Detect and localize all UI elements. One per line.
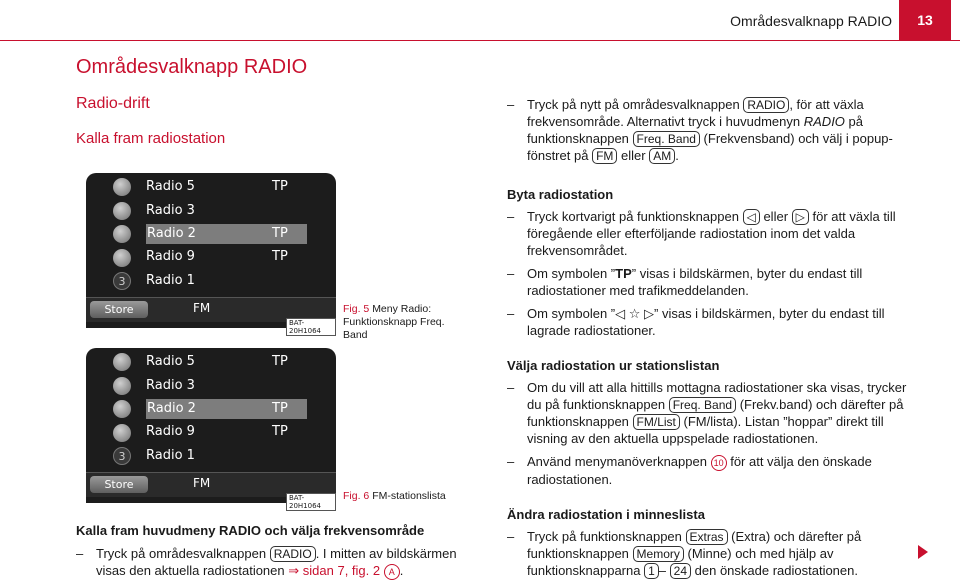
freq-band-key: Freq. Band (633, 131, 700, 147)
key-24: 24 (670, 563, 691, 579)
subsection-title: Kalla fram radiostation (76, 130, 226, 147)
text-run: . (675, 148, 679, 163)
station-row: Radio 5 (146, 179, 195, 194)
text-run: . I mitten av bildskärmen visas den aktuella radiostationen (96, 546, 457, 578)
tp-indicator: TP (272, 401, 288, 416)
radio-key: RADIO (270, 546, 316, 562)
list-item (76, 545, 476, 580)
callout-10-icon: 10 (711, 455, 727, 471)
text-run: Tryck på områdesvalknappen (96, 546, 267, 561)
text-run: RADIO (803, 114, 845, 129)
running-header: Områdesvalknapp RADIO (730, 13, 892, 29)
text-run: (Frekvensband) och välj i popup-fönstret på (527, 131, 893, 163)
arrow-icon: ⇒ (288, 563, 300, 578)
next-key: ▷ (792, 209, 809, 225)
extras-key: Extras (686, 529, 728, 545)
text-run: Använd menymanöverknappen (527, 454, 707, 469)
station-row: Radio 3 (146, 378, 195, 393)
store-button: Store (90, 476, 148, 493)
list-item (507, 96, 909, 164)
station-row-selected: Radio 2 (146, 399, 307, 419)
text-run: (Frekv.band) och därefter på funktionsknappen (527, 397, 904, 429)
list-item (507, 379, 909, 447)
text-run: Tryck på nytt på områdesvalknappen (527, 97, 740, 112)
fig5-caption (343, 303, 463, 342)
list-item (507, 265, 909, 299)
tp-indicator: TP (272, 424, 288, 439)
selector-knob-icon (113, 249, 131, 267)
callout-3-icon: 3 (113, 272, 131, 290)
memory-symbol-icon: ◁ ☆ ▷ (615, 306, 655, 321)
text-run: , för att växla frekvensområde. Alternativt tryck i huvudmenyn (527, 97, 864, 129)
selector-knob-icon (113, 353, 131, 371)
text-run: den önskade radiostationen. (694, 563, 858, 578)
station-row-selected: Radio 2 (146, 224, 307, 244)
text-run: (FM/lista). Listan ”hoppar” direkt till visning av den aktuella uppspelade radiostationen. (527, 414, 884, 446)
text-run: Om symbolen ” (527, 266, 616, 281)
prev-key: ◁ (743, 209, 760, 225)
text-run: Om du vill att alla hittills mottagna radiostationer ska visas, trycker du på funktionsknappen (527, 380, 907, 412)
list-item (507, 305, 909, 339)
callout-3-icon: 3 (113, 447, 131, 465)
tp-indicator: TP (272, 354, 288, 369)
figure-caption-text: FM-stationslista (372, 490, 446, 502)
text-run: ” visas i bildskärmen, byter du endast till lagrade radiostationer. (527, 306, 885, 338)
section-heading: Kalla fram huvudmeny RADIO och välja frekvensområde (76, 523, 425, 538)
selector-knob-icon (113, 424, 131, 442)
tp-symbol: TP (615, 266, 632, 281)
tp-indicator: TP (272, 249, 288, 264)
figure-code: BAT-20H1064 (286, 493, 336, 511)
continue-arrow-icon (918, 545, 928, 559)
right-column (507, 96, 909, 579)
station-row: Radio 1 (146, 273, 195, 288)
fm-key: FM (592, 148, 617, 164)
store-button: Store (90, 301, 148, 318)
selector-knob-icon (113, 377, 131, 395)
radio-key: RADIO (743, 97, 789, 113)
fm-button: FM (193, 301, 211, 315)
text-run: för att välja den önskade radiostationen. (527, 454, 872, 487)
text-run: (Minne) och med hjälp av funktionsknapparna (527, 546, 834, 578)
page-reference-link[interactable]: sidan 7, fig. 2 (302, 563, 381, 578)
selector-knob-icon (113, 400, 131, 418)
figure-number: Fig. 5 (343, 303, 370, 315)
tp-indicator: TP (272, 226, 288, 241)
figure-number: Fig. 6 (343, 490, 370, 502)
list-dash: – (507, 306, 515, 321)
fig6-radio-screen (86, 348, 336, 510)
station-row: Radio 5 (146, 354, 195, 369)
figure-code: BAT-20H1064 (286, 318, 336, 336)
section-heading: Välja radiostation ur stationslistan (507, 358, 720, 373)
list-dash: – (507, 209, 515, 224)
text-run: Om symbolen ” (527, 306, 616, 321)
freq-band-key: Freq. Band (669, 397, 736, 413)
fm-button: FM (193, 476, 211, 490)
station-row: Radio 1 (146, 448, 195, 463)
text-run: eller (621, 148, 646, 163)
selector-knob-icon (113, 202, 131, 220)
list-item (507, 528, 909, 579)
text-run: . (399, 563, 404, 578)
header-rule (0, 40, 960, 41)
station-row: Radio 9 (146, 424, 195, 439)
fig5-radio-screen (86, 173, 336, 335)
text-run: eller (763, 209, 789, 224)
list-dash: – (76, 546, 84, 561)
fm-list-key: FM/List (633, 414, 680, 430)
tp-indicator: TP (272, 179, 288, 194)
station-row: Radio 3 (146, 203, 195, 218)
text-run: Tryck på funktionsknappen (527, 529, 682, 544)
list-item (507, 453, 909, 488)
memory-key: Memory (633, 546, 684, 562)
text-run: ” visas i bildskärmen, byter du endast till radiostationer med trafikmeddelanden. (527, 266, 863, 298)
page-number: 13 (899, 0, 951, 40)
text-run: på funktionsknappen (527, 114, 864, 146)
list-dash: – (507, 266, 515, 281)
text-run: Tryck kortvarigt på funktionsknappen (527, 209, 739, 224)
key-1: 1 (644, 563, 659, 579)
left-bottom-text (76, 522, 476, 580)
section-title: Radio-drift (76, 95, 150, 112)
figure-caption-text: Meny Radio: Funktionsknapp Freq. Band (343, 303, 445, 341)
text-run: för att växla till föregående eller efterföljande radiostation inom det valda frekvensområdet. (527, 209, 896, 258)
callout-a-icon: A (384, 564, 400, 580)
text-run: – (658, 563, 667, 578)
am-key: AM (649, 148, 675, 164)
list-dash: – (507, 97, 515, 112)
list-dash: – (507, 529, 515, 544)
list-dash: – (507, 454, 515, 469)
selector-knob-icon (113, 178, 131, 196)
station-row: Radio 9 (146, 249, 195, 264)
list-item (507, 208, 909, 259)
list-dash: – (507, 380, 515, 395)
chapter-title: Områdesvalknapp RADIO (76, 56, 308, 78)
fig6-caption (343, 490, 473, 503)
text-run: (Extra) och därefter på funktionsknappen (527, 529, 862, 561)
section-heading: Ändra radiostation i minneslista (507, 507, 705, 522)
section-heading: Byta radiostation (507, 187, 614, 202)
selector-knob-icon (113, 225, 131, 243)
